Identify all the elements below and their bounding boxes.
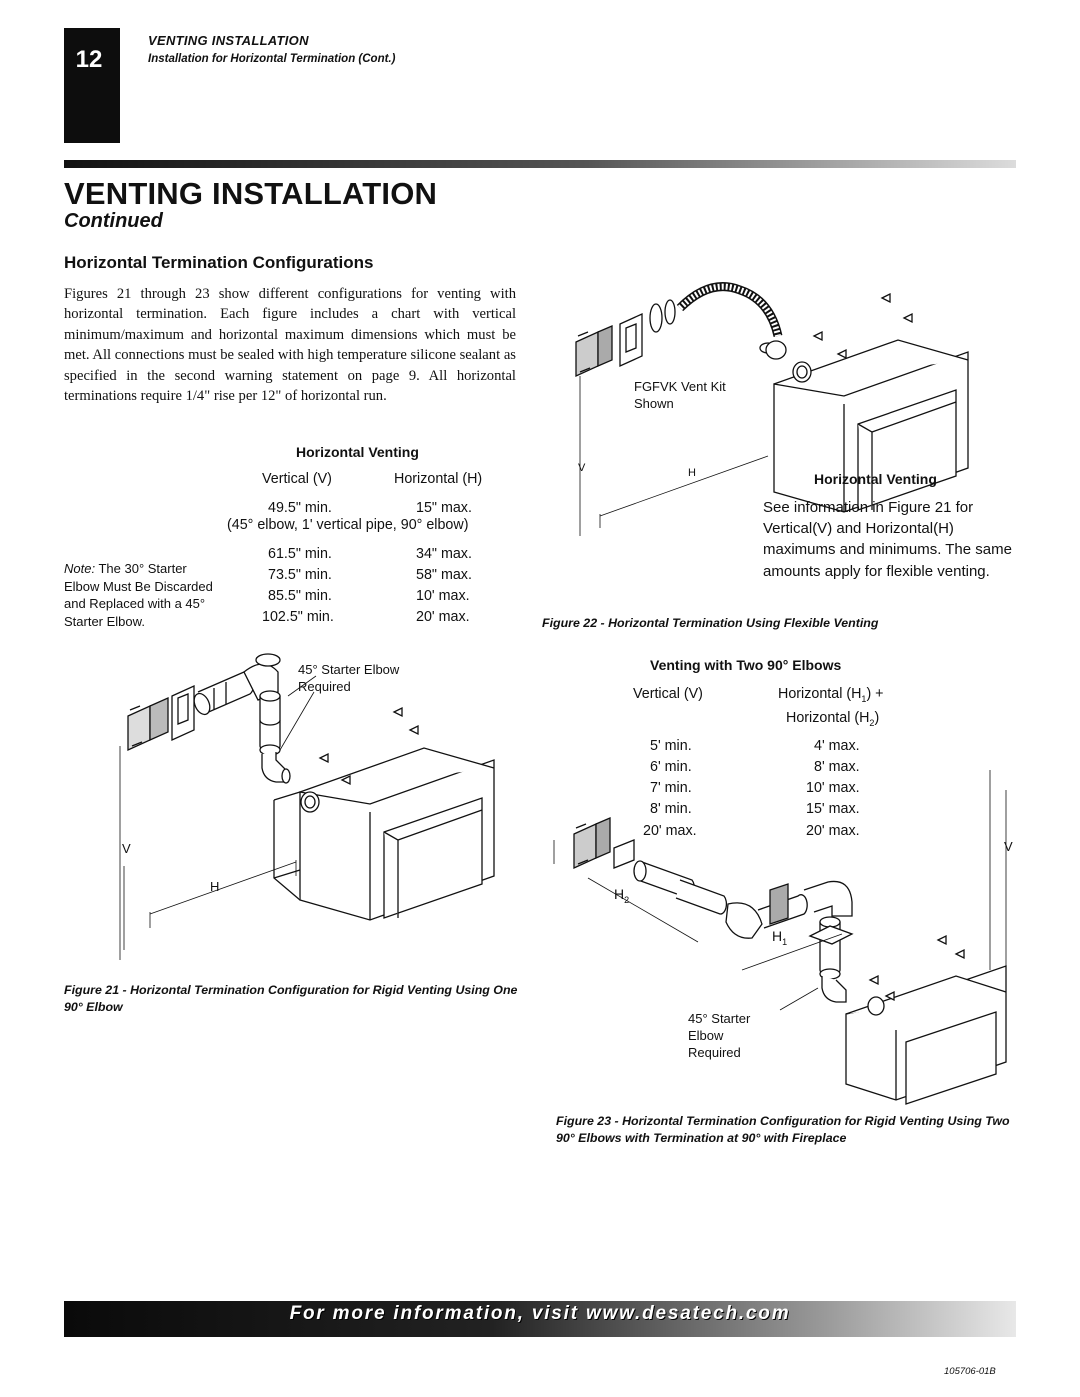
fig22-kit-label: FGFVK Vent Kit Shown (634, 379, 726, 411)
note-label: Note: (64, 561, 96, 576)
table2-row-h: 10' max. (806, 780, 860, 796)
table1-row-h: 10' max. (416, 588, 470, 604)
table1-row-h: 34" max. (416, 546, 472, 562)
fig23-label-h1-sub: 1 (782, 936, 788, 947)
fig23-label-h2-sub: 2 (624, 894, 630, 905)
fig23-starter-label: 45° Starter Elbow Required (688, 1011, 751, 1060)
table1-col-horizontal: Horizontal (H) (394, 471, 483, 487)
table2-col-h1-post: ) + (866, 686, 884, 702)
fig23-label-h2-text: H (614, 886, 625, 902)
figure-23-caption: Figure 23 - Horizontal Termination Configuration for Rigid Venting Using Two 90° Elbows with Termination at 90° with Fireplace (556, 1114, 1010, 1145)
starter-elbow-note (64, 560, 224, 630)
intro-paragraph: Figures 21 through 23 show different configurations for venting with horizontal termination. Each figure includes a chart with vertical minimum/maximum and horizontal maximum dimensions which must be met. All connections must be sealed with high temperature silicone sealant as specified in the second warning statement on page 9. All horizontal terminations require 1/4" rise per 12" of horizontal run. (64, 286, 516, 405)
table2-col-h1 (778, 686, 884, 704)
figure-21-caption: Figure 21 - Horizontal Termination Configuration for Rigid Venting Using One 90° Elbow (64, 983, 518, 1014)
table1-row1-note: (45° elbow, 1' vertical pipe, 90° elbow) (227, 517, 469, 533)
fig23-label-v: V (1004, 839, 1013, 854)
fig23-label-h1 (772, 928, 787, 951)
note-text: The 30° Starter Elbow Must Be Discarded and Replaced with a 45° Starter Elbow. (64, 561, 213, 629)
table2-row-h: 15' max. (806, 801, 860, 817)
table1-row1-v: 49.5" min. (268, 500, 332, 516)
table2-row-h: 20' max. (806, 823, 860, 839)
table2-col-h1-text: Horizontal (H (778, 686, 862, 702)
table2-row-h: 8' max. (814, 759, 860, 775)
figure-22-caption: Figure 22 - Horizontal Termination Using Flexible Venting (542, 616, 879, 630)
table1-row1-h: 15" max. (416, 500, 472, 516)
footer-website-text: For more information, visit www.desatech.com (289, 1303, 791, 1324)
fig22-label-v: V (578, 462, 586, 474)
table2-col-h2-post: ) (874, 710, 880, 726)
table1-row-h: 58" max. (416, 567, 472, 583)
fig22-side-text: See information in Figure 21 for Vertical(V) and Horizontal(H) maximums and minimums. The same amounts apply for flexible venting. (763, 499, 1012, 580)
figure-21-drawing (110, 650, 530, 970)
fig23-label-h1-text: H (772, 928, 783, 944)
table1-row-h: 20' max. (416, 609, 470, 625)
table2-heading: Venting with Two 90° Elbows (650, 657, 842, 673)
table2-col-h2-text: Horizontal (H (786, 710, 870, 726)
table1-row-v: 61.5" min. (268, 546, 332, 562)
running-header-title: VENTING INSTALLATION (148, 33, 309, 48)
fig21-label-h: H (210, 879, 220, 894)
table2-row-v: 5' min. (650, 738, 692, 754)
table2-col-h2-sub: 2 (869, 717, 875, 728)
table2-row-h: 4' max. (814, 738, 860, 754)
table2-row-v: 6' min. (650, 759, 692, 775)
table2-col-h1-sub: 1 (861, 693, 867, 704)
table1-col-vertical: Vertical (V) (262, 471, 332, 487)
section-heading: Horizontal Termination Configurations (64, 253, 374, 272)
table2-row-v: 7' min. (650, 780, 692, 796)
table1-heading: Horizontal Venting (296, 444, 419, 460)
header-rule (64, 160, 1016, 168)
table1-row-v: 85.5" min. (268, 588, 332, 604)
table2-col-vertical: Vertical (V) (633, 686, 703, 702)
table2-row-v: 20' max. (643, 823, 697, 839)
table2-row-v: 8' min. (650, 801, 692, 817)
page-subtitle: Continued (64, 210, 163, 232)
table1-row-v: 102.5" min. (262, 609, 334, 625)
document-code: 105706-01B (944, 1366, 996, 1377)
running-header-subtitle: Installation for Horizontal Termination (Cont.) (148, 53, 396, 65)
fig23-label-h2 (614, 886, 629, 909)
fig22-label-h: H (688, 467, 696, 479)
fig22-side-heading: Horizontal Venting (814, 471, 937, 487)
fig21-starter-label: 45° Starter Elbow Required (298, 662, 400, 694)
page-title: VENTING INSTALLATION (64, 176, 438, 211)
page-number: 12 (75, 46, 103, 73)
fig21-label-v: V (122, 841, 131, 856)
table1-row-v: 73.5" min. (268, 567, 332, 583)
table2-col-h2 (786, 710, 879, 728)
